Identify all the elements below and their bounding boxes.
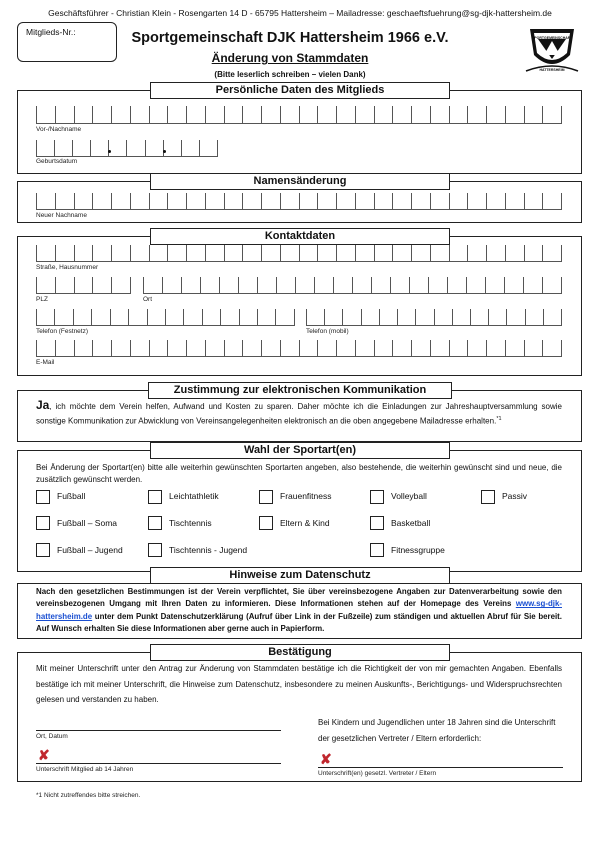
checkbox-frauenfitness[interactable] [259, 490, 273, 504]
birthdate-input-boxes[interactable] [36, 140, 218, 157]
confirmation-text: Mit meiner Unterschrift unter den Antrag zur Änderung von Stammdaten bestätige ich die Richtigkeit der von mir gemachten Angaben. Ebenfalls bestätige ich mit meiner Unterschrift, die Hinweise zum Datenschutz, insbesondere zu meinen Auskunfts-, Berichtigungs- und Widerspruchsrechten gelesen und verstanden zu haben. [36, 664, 562, 704]
name-change-title: Namensänderung [150, 173, 450, 190]
label-leichtathletik: Leichtathletik [169, 491, 219, 501]
form-hint: (Bitte leserlich schreiben – vielen Dank) [214, 70, 366, 79]
personal-data-title: Persönliche Daten des Mitglieds [150, 82, 450, 99]
sports-intro: Bei Änderung der Sportart(en) bitte alle weiterhin gewünschten Sportarten angeben, also bestehende, die weiterhin gewünscht sind und neue, die zusätzlich gewünscht werden. [36, 463, 562, 485]
new-name-label: Neuer Nachname [36, 212, 87, 219]
privacy-title: Hinweise zum Datenschutz [150, 567, 450, 584]
header-address-line: Geschäftsführer - Christian Klein - Rosengarten 14 D - 65795 Hattersheim – Mailadresse: geschaeftsfuehrung@sg-djk-hattersheim.de [48, 8, 552, 18]
member-number-box[interactable] [17, 22, 117, 62]
label-basketball: Basketball [391, 518, 431, 528]
place-date-label: Ort, Datum [36, 733, 68, 740]
privacy-homepage-link[interactable]: www.sg-djk-hattersheim.de [36, 599, 562, 621]
form-title: Änderung von Stammdaten [211, 51, 369, 65]
name-label: Vor-/Nachname [36, 126, 82, 133]
member-signature-label: Unterschrift Mitglied ab 14 Jahren [36, 766, 134, 773]
consent-footnote-ref: *1 [496, 416, 502, 423]
checkbox-leichtathletik[interactable] [148, 490, 162, 504]
label-fussball: Fußball [57, 491, 86, 501]
checkbox-fitnessgruppe[interactable] [370, 543, 384, 557]
label-passiv: Passiv [502, 491, 528, 501]
consent-text [36, 399, 562, 428]
label-tischtennis: Tischtennis [169, 518, 212, 528]
label-volleyball: Volleyball [391, 491, 427, 501]
label-frauenfitness: Frauenfitness [280, 491, 332, 501]
zip-label: PLZ [36, 296, 48, 303]
place-date-line[interactable] [36, 730, 281, 731]
logo-top-text: SPORTGEMEINSCHAFT [531, 36, 573, 40]
guardian-signature-line[interactable] [318, 767, 563, 768]
footnote: *1 Nicht zutreffendes bitte streichen. [36, 792, 141, 799]
checkbox-fussball-soma[interactable] [36, 516, 50, 530]
label-fussball-jugend: Fußball – Jugend [57, 545, 123, 555]
city-label: Ort [143, 296, 153, 303]
member-signature-line[interactable] [36, 763, 281, 764]
checkbox-fussball[interactable] [36, 490, 50, 504]
phone-label: Telefon (Festnetz) [36, 328, 89, 335]
email-label: E-Mail [36, 359, 55, 366]
new-name-input-boxes[interactable] [36, 193, 562, 210]
minor-signature-note: Bei Kindern und Jugendlichen unter 18 Jahren sind die Unterschrift der gesetzlichen Vertreter / Eltern erforderlich: [318, 718, 556, 743]
checkbox-basketball[interactable] [370, 516, 384, 530]
privacy-text-before: Nach den gesetzlichen Bestimmungen ist der Verein verpflichtet, Sie über vereinsbezogene Angaben zur Datenverarbeitung sowie den vereinsbezogenen Umgang mit Ihren Daten zu informieren. Diese Informationen stehen auf der Homepage des Vereins [36, 587, 562, 609]
checkbox-tischtennis[interactable] [148, 516, 162, 530]
consent-ja[interactable]: Ja [36, 398, 50, 412]
label-fussball-soma: Fußball – Soma [57, 518, 117, 528]
member-signature-x-icon: ✘ [38, 747, 50, 763]
member-number-label: Mitglieds-Nr.: [26, 27, 76, 37]
checkbox-tischtennis-jugend[interactable] [148, 543, 162, 557]
city-input-boxes[interactable] [143, 277, 562, 294]
checkbox-fussball-jugend[interactable] [36, 543, 50, 557]
label-tischtennis-jugend: Tischtennis - Jugend [169, 545, 248, 555]
birthdate-label: Geburtsdatum [36, 158, 78, 165]
email-input-boxes[interactable] [36, 340, 562, 357]
contact-title: Kontaktdaten [150, 228, 450, 245]
checkbox-volleyball[interactable] [370, 490, 384, 504]
name-input-boxes[interactable] [36, 106, 562, 124]
club-logo [524, 25, 580, 75]
privacy-text-after: unter dem Punkt Datenschutzerklärung (Aufruf über Link in der Fußzeile) zum ständigen und aktuellen Abruf für Sie bereit. Auf Wunsch erhalten Sie diese Informationen aber gerne auch in Papierform. [36, 611, 562, 634]
sports-title: Wahl der Sportart(en) [150, 442, 450, 459]
guardian-signature-label: Unterschrift(en) gesetzl. Vertreter / Eltern [318, 770, 437, 777]
personal-data-section [17, 90, 582, 174]
consent-body: , ich möchte dem Verein helfen, Aufwand und Kosten zu sparen. Daher möchte ich die Einladungen zur Jahreshauptversammlung sowie sonstige Kommunikation zur Abwicklung von Vereinsangelegenheiten elektronisch an die oben angegebene Mailadresse erhalten. [36, 402, 562, 427]
confirmation-title: Bestätigung [150, 644, 450, 661]
phone-input-boxes[interactable] [36, 309, 295, 326]
label-fitnessgruppe: Fitnessgruppe [391, 545, 445, 555]
club-name: Sportgemeinschaft DJK Hattersheim 1966 e.V. [131, 30, 449, 46]
zip-input-boxes[interactable] [36, 277, 131, 294]
logo-bottom-text: HATTERSHEIM [539, 68, 565, 72]
consent-title: Zustimmung zur elektronischen Kommunikation [148, 382, 452, 399]
checkbox-passiv[interactable] [481, 490, 495, 504]
label-eltern-kind: Eltern & Kind [280, 518, 330, 528]
street-input-boxes[interactable] [36, 245, 562, 262]
privacy-text [36, 586, 562, 636]
mobile-label: Telefon (mobil) [306, 328, 349, 335]
mobile-input-boxes[interactable] [306, 309, 562, 326]
checkbox-eltern-kind[interactable] [259, 516, 273, 530]
guardian-signature-x-icon: ✘ [320, 751, 332, 767]
street-label: Straße, Hausnummer [36, 264, 99, 271]
